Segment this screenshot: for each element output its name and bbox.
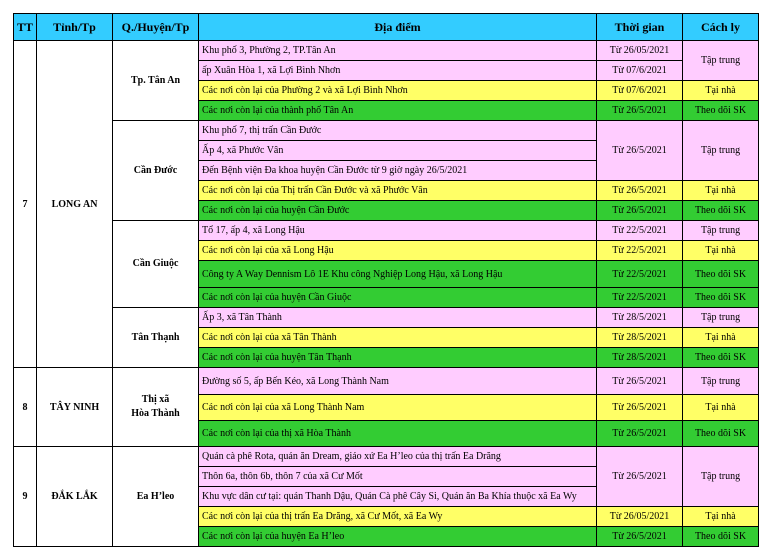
location-cell: Các nơi còn lại của xã Tân Thành xyxy=(199,328,597,348)
isolation-cell: Tập trung xyxy=(683,447,759,507)
table-row xyxy=(14,447,759,467)
time-cell: Từ 26/5/2021 xyxy=(597,121,683,181)
time-cell: Từ 26/5/2021 xyxy=(597,421,683,447)
isolation-cell: Theo dõi SK xyxy=(683,201,759,221)
time-cell: Từ 28/5/2021 xyxy=(597,328,683,348)
header-row xyxy=(14,14,759,41)
isolation-cell: Tại nhà xyxy=(683,328,759,348)
time-cell: Từ 22/5/2021 xyxy=(597,261,683,288)
location-cell: Thôn 6a, thôn 6b, thôn 7 của xã Cư Mốt xyxy=(199,467,597,487)
location-cell: Các nơi còn lại của thành phố Tân An xyxy=(199,101,597,121)
district-name-line: Thị xã xyxy=(141,394,170,405)
location-cell: Quán cà phê Rota, quán ăn Dream, giáo xứ Ea H’leo của thị trấn Ea Drăng xyxy=(199,447,597,467)
isolation-cell: Tại nhà xyxy=(683,241,759,261)
province-name: LONG AN xyxy=(37,41,113,368)
isolation-cell: Tập trung xyxy=(683,368,759,395)
isolation-cell: Tại nhà xyxy=(683,81,759,101)
location-cell: Đến Bệnh viện Đa khoa huyện Cần Đước từ 9 giờ ngày 26/5/2021 xyxy=(199,161,597,181)
location-cell: Các nơi còn lại của huyện Tân Thạnh xyxy=(199,348,597,368)
location-cell: Các nơi còn lại của huyện Ea H’leo xyxy=(199,527,597,547)
time-cell: Từ 26/5/2021 xyxy=(597,447,683,507)
province-number: 9 xyxy=(14,447,37,547)
location-cell: Các nơi còn lại của xã Long Hậu xyxy=(199,241,597,261)
isolation-cell: Tập trung xyxy=(683,308,759,328)
header-location: Địa điểm xyxy=(199,14,597,41)
header-isolation: Cách ly xyxy=(683,14,759,41)
location-cell: Các nơi còn lại của thị trấn Ea Drăng, xã Cư Mốt, xã Ea Wy xyxy=(199,507,597,527)
table-row xyxy=(14,41,759,61)
time-cell: Từ 26/5/2021 xyxy=(597,181,683,201)
district-name xyxy=(113,368,199,447)
location-cell: Các nơi còn lại của huyện Cần Đước xyxy=(199,201,597,221)
province-number: 8 xyxy=(14,368,37,447)
location-cell: Các nơi còn lại của Thị trấn Cần Đước và xã Phước Vân xyxy=(199,181,597,201)
isolation-cell: Tập trung xyxy=(683,41,759,81)
isolation-cell: Tại nhà xyxy=(683,507,759,527)
table-row xyxy=(14,368,759,395)
location-cell: Ấp 4, xã Phước Vân xyxy=(199,141,597,161)
location-cell: Các nơi còn lại của xã Long Thành Nam xyxy=(199,395,597,421)
location-cell: ấp Xuân Hòa 1, xã Lợi Bình Nhơn xyxy=(199,61,597,81)
isolation-cell: Tập trung xyxy=(683,221,759,241)
location-cell: Các nơi còn lại của Phường 2 và xã Lợi Bình Nhơn xyxy=(199,81,597,101)
location-cell: Công ty A Way Dennism Lô 1E Khu công Nghiệp Long Hậu, xã Long Hậu xyxy=(199,261,597,288)
district-name: Cần Đước xyxy=(113,121,199,221)
time-cell: Từ 26/05/2021 xyxy=(597,41,683,61)
location-cell: Đường số 5, ấp Bến Kéo, xã Long Thành Nam xyxy=(199,368,597,395)
isolation-cell: Theo dõi SK xyxy=(683,348,759,368)
isolation-cell: Theo dõi SK xyxy=(683,527,759,547)
location-cell: Tổ 17, ấp 4, xã Long Hậu xyxy=(199,221,597,241)
header-time: Thời gian xyxy=(597,14,683,41)
location-cell: Các nơi còn lại của huyện Cần Giuộc xyxy=(199,288,597,308)
district-name: Cần Giuộc xyxy=(113,221,199,308)
time-cell: Từ 26/5/2021 xyxy=(597,101,683,121)
isolation-cell: Tập trung xyxy=(683,121,759,181)
district-name: Tân Thạnh xyxy=(113,308,199,368)
location-cell: Các nơi còn lại của thị xã Hòa Thành xyxy=(199,421,597,447)
isolation-cell: Tại nhà xyxy=(683,181,759,201)
header-district: Q./Huyện/Tp xyxy=(113,14,199,41)
time-cell: Từ 22/5/2021 xyxy=(597,241,683,261)
time-cell: Từ 26/5/2021 xyxy=(597,201,683,221)
location-cell: Khu vực dân cư tại: quán Thanh Dậu, Quán Cà phê Cây Si, Quán ăn Ba Khía thuộc xã Ea Wy xyxy=(199,487,597,507)
province-number: 7 xyxy=(14,41,37,368)
quarantine-table xyxy=(13,13,759,547)
isolation-cell: Theo dõi SK xyxy=(683,261,759,288)
time-cell: Từ 07/6/2021 xyxy=(597,81,683,101)
time-cell: Từ 28/5/2021 xyxy=(597,348,683,368)
time-cell: Từ 28/5/2021 xyxy=(597,308,683,328)
location-cell: Ấp 3, xã Tân Thành xyxy=(199,308,597,328)
header-province: Tỉnh/Tp xyxy=(37,14,113,41)
isolation-cell: Tại nhà xyxy=(683,395,759,421)
location-cell: Khu phố 7, thị trấn Cần Đước xyxy=(199,121,597,141)
time-cell: Từ 26/5/2021 xyxy=(597,395,683,421)
table-row xyxy=(14,221,759,241)
time-cell: Từ 22/5/2021 xyxy=(597,288,683,308)
district-name: Ea H’leo xyxy=(113,447,199,547)
district-name: Tp. Tân An xyxy=(113,41,199,121)
time-cell: Từ 26/5/2021 xyxy=(597,368,683,395)
time-cell: Từ 22/5/2021 xyxy=(597,221,683,241)
time-cell: Từ 26/5/2021 xyxy=(597,527,683,547)
time-cell: Từ 26/05/2021 xyxy=(597,507,683,527)
isolation-cell: Theo dõi SK xyxy=(683,288,759,308)
district-name-line: Hòa Thành xyxy=(131,408,180,419)
province-name: TÂY NINH xyxy=(37,368,113,447)
header-tt: TT xyxy=(14,14,37,41)
isolation-cell: Theo dõi SK xyxy=(683,421,759,447)
province-name: ĐẮK LẮK xyxy=(37,447,113,547)
location-cell: Khu phố 3, Phường 2, TP.Tân An xyxy=(199,41,597,61)
isolation-cell: Theo dõi SK xyxy=(683,101,759,121)
table-row xyxy=(14,308,759,328)
table-row xyxy=(14,121,759,141)
time-cell: Từ 07/6/2021 xyxy=(597,61,683,81)
